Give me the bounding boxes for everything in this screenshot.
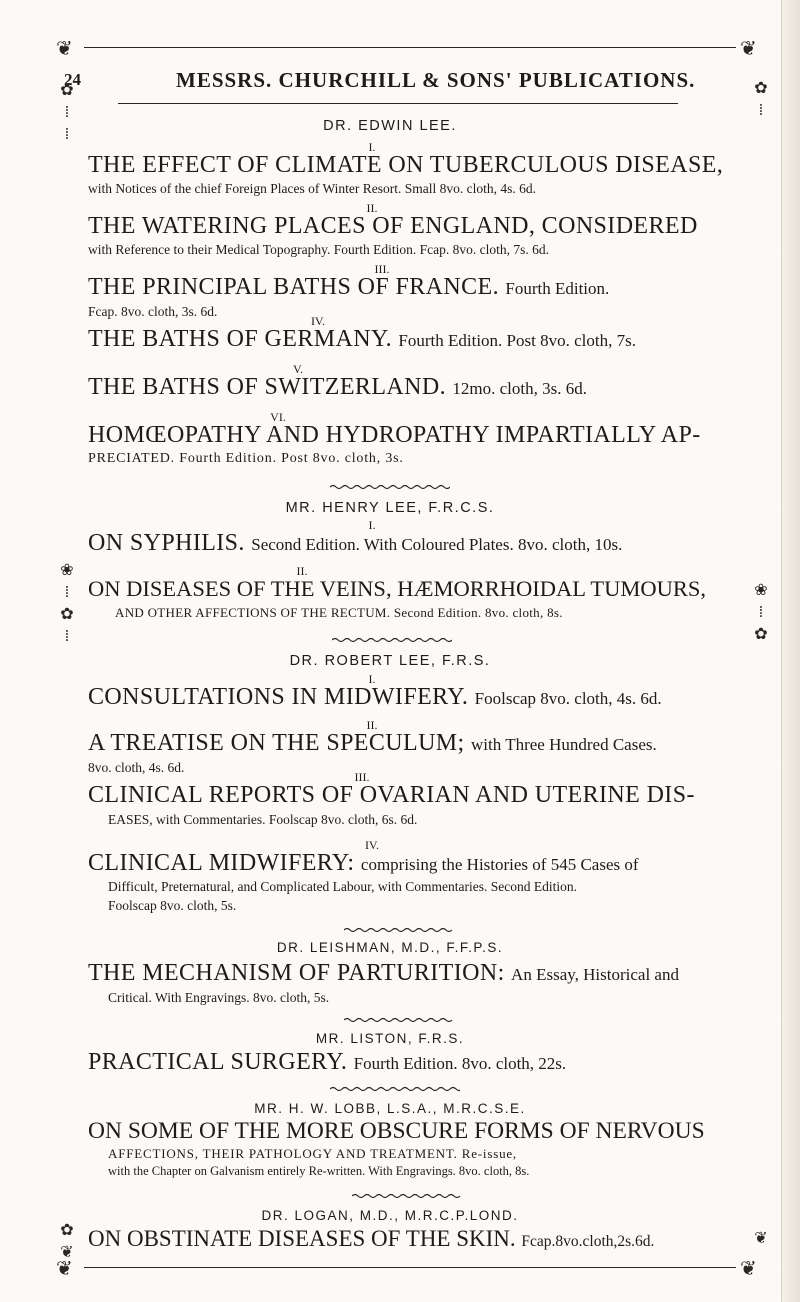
work-title: A TREATISE ON THE SPECULUM; with Three Hundred Cases.: [88, 730, 657, 756]
work-number: I.: [368, 140, 376, 154]
work-title: ON SOME OF THE MORE OBSCURE FORMS OF NERVOUS: [88, 1118, 705, 1144]
work-number: VI.: [270, 410, 286, 424]
work-title: CLINICAL MIDWIFERY: comprising the Histories of 545 Cases of: [88, 850, 639, 876]
work-title: PRACTICAL SURGERY. Fourth Edition. 8vo. cloth, 22s.: [88, 1049, 567, 1075]
work-description: Foolscap 8vo. cloth, 5s.: [108, 898, 237, 913]
left-vine-ornament: ✿ ⁞ ⁞: [60, 82, 74, 143]
work-number: II.: [366, 718, 378, 732]
right-vine-ornament-2: ❀ ⁞ ✿: [754, 582, 768, 643]
work-description: Critical. With Engravings. 8vo. cloth, 5s.: [108, 990, 330, 1005]
work-description: AFFECTIONS, THEIR PATHOLOGY AND TREATMENT. Re-issue,: [108, 1146, 517, 1161]
author-heading: MR. LISTON, F.R.S.: [315, 1031, 465, 1046]
author-heading: MR. HENRY LEE, F.R.C.S.: [285, 500, 495, 516]
work-title: THE BATHS OF GERMANY. Fourth Edition. Post 8vo. cloth, 7s.: [88, 326, 636, 352]
bottom-rule: [84, 1267, 736, 1268]
page-edge: [781, 0, 800, 1302]
work-description: with Reference to their Medical Topography. Fourth Edition. Fcap. 8vo. cloth, 7s. 6d.: [88, 242, 549, 257]
work-description: Fcap. 8vo. cloth, 3s. 6d.: [88, 304, 218, 319]
work-number: V.: [292, 362, 304, 376]
right-vine-ornament-3: ❦: [754, 1230, 768, 1247]
work-number: II.: [296, 564, 308, 578]
work-title: ON DISEASES OF THE VEINS, HÆMORRHOIDAL TUMOURS,: [88, 576, 706, 601]
work-title: CONSULTATIONS IN MIDWIFERY. Foolscap 8vo. cloth, 4s. 6d.: [88, 684, 662, 710]
work-number: I.: [368, 518, 376, 532]
author-heading: MR. H. W. LOBB, L.S.A., M.R.C.S.E.: [254, 1101, 526, 1116]
bottom-left-ornament: ❦: [56, 1258, 73, 1280]
work-title: ON SYPHILIS. Second Edition. With Coloured Plates. 8vo. cloth, 10s.: [88, 530, 623, 556]
work-description: PRECIATED. Fourth Edition. Post 8vo. cloth, 3s.: [88, 451, 404, 466]
work-number: III.: [374, 262, 390, 276]
bottom-right-ornament: ❦: [740, 1258, 757, 1280]
work-number: II.: [366, 201, 378, 215]
work-title: HOMŒOPATHY AND HYDROPATHY IMPARTIALLY AP-: [88, 422, 701, 448]
header-rule: [118, 103, 678, 104]
divider-squiggle: [344, 1017, 454, 1023]
work-description: 8vo. cloth, 4s. 6d.: [88, 760, 185, 775]
work-number: I.: [368, 672, 376, 686]
author-heading: DR. LEISHMAN, M.D., F.F.P.S.: [276, 940, 504, 955]
work-description: EASES, with Commentaries. Foolscap 8vo. cloth, 6s. 6d.: [108, 812, 418, 827]
work-number: IV.: [310, 314, 326, 328]
work-title: CLINICAL REPORTS OF OVARIAN AND UTERINE DIS-: [88, 782, 695, 808]
work-title: THE MECHANISM OF PARTURITION: An Essay, Historical and: [88, 960, 679, 986]
page-number: 24: [64, 70, 81, 89]
top-rule: [84, 47, 736, 48]
work-title: THE PRINCIPAL BATHS OF FRANCE. Fourth Edition.: [88, 274, 610, 300]
top-left-ornament: ❦: [56, 38, 73, 60]
work-title: THE BATHS OF SWITZERLAND. 12mo. cloth, 3s. 6d.: [88, 374, 587, 400]
divider-squiggle: [332, 637, 452, 643]
author-heading: DR. EDWIN LEE.: [323, 118, 457, 134]
work-number: IV.: [364, 838, 380, 852]
author-heading: DR. ROBERT LEE, F.R.S.: [289, 653, 491, 669]
running-title: MESSRS. CHURCHILL & SONS' PUBLICATIONS.: [176, 68, 696, 92]
work-description: with Notices of the chief Foreign Places of Winter Resort. Small 8vo. cloth, 4s. 6d.: [88, 181, 537, 196]
work-title: THE WATERING PLACES OF ENGLAND, CONSIDERED: [88, 213, 698, 239]
divider-squiggle: [330, 1086, 460, 1092]
divider-squiggle: [344, 927, 454, 933]
divider-squiggle: [330, 484, 450, 490]
top-right-ornament: ❦: [740, 38, 757, 60]
work-title: THE EFFECT OF CLIMATE ON TUBERCULOUS DISEASE,: [88, 152, 724, 178]
author-heading: DR. LOGAN, M.D., M.R.C.P.LOND.: [261, 1208, 519, 1223]
right-vine-ornament: ✿ ⁞: [754, 80, 768, 119]
left-vine-ornament-2: ❀ ⁞ ✿ ⁞: [60, 562, 74, 645]
work-description: Difficult, Preternatural, and Complicated Labour, with Commentaries. Second Edition.: [108, 879, 577, 894]
work-title: ON OBSTINATE DISEASES OF THE SKIN. Fcap.8vo.cloth,2s.6d.: [88, 1226, 655, 1251]
divider-squiggle: [352, 1193, 462, 1199]
work-description: AND OTHER AFFECTIONS OF THE RECTUM. Second Edition. 8vo. cloth, 8s.: [115, 605, 563, 620]
work-number: III.: [354, 770, 370, 784]
work-description: with the Chapter on Galvanism entirely Re-written. With Engravings. 8vo. cloth, 8s.: [108, 1164, 530, 1178]
left-vine-ornament-3: ✿ ❦: [60, 1222, 74, 1261]
